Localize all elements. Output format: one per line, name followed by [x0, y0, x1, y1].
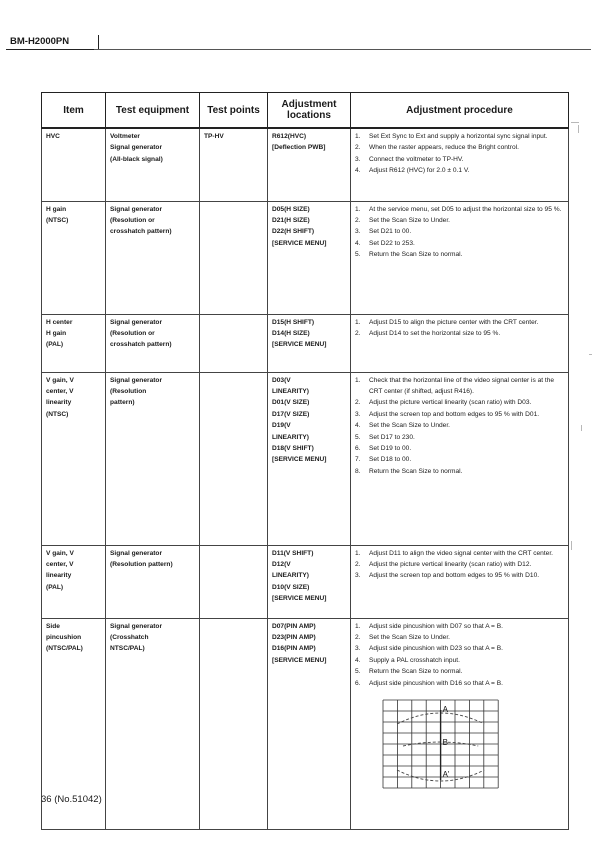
- cell-equipment: [106, 314, 200, 372]
- cell-equipment-line: Signal generator: [110, 549, 163, 557]
- cell-equipment-line: NTSC/PAL): [110, 645, 145, 653]
- step-text: Set D21 to 00.: [369, 228, 412, 236]
- table-row: [42, 372, 569, 545]
- step-text: Adjust side pincushion with D23 so that A = B.: [369, 645, 503, 653]
- cell-item-line: (PAL): [46, 341, 64, 349]
- cell-locations-line: [SERVICE MENU]: [272, 656, 327, 664]
- cell-locations-line: D23(PIN AMP): [272, 633, 316, 641]
- step-number: 1.: [355, 376, 361, 384]
- header-locations: Adjustment locations: [268, 93, 351, 129]
- step-text: Set the Scan Size to Under.: [369, 216, 451, 224]
- step-number: 3.: [355, 410, 361, 418]
- cell-procedure: [351, 314, 569, 372]
- step-text: Adjust the screen top and bottom edges to 95 % with D01.: [369, 410, 540, 418]
- procedure-step: [355, 548, 565, 559]
- cell-equipment-line: Signal generator: [110, 144, 163, 152]
- step-number: 3.: [355, 572, 361, 580]
- step-text: When the raster appears, reduce the Bright control.: [369, 144, 519, 152]
- step-number: 8.: [355, 467, 361, 475]
- step-text: Adjust the picture vertical linearity (scan ratio) with D12.: [369, 560, 532, 568]
- step-number: 1.: [355, 318, 361, 326]
- procedure-step: [355, 375, 565, 398]
- procedure-step: [355, 621, 565, 632]
- cell-item: [42, 201, 106, 314]
- step-text: Adjust D14 to set the horizontal size to 95 %.: [369, 329, 501, 337]
- cell-item: [42, 545, 106, 618]
- procedure-step: [355, 165, 565, 176]
- cell-equipment: [106, 372, 200, 545]
- cell-points: [200, 372, 268, 545]
- cell-procedure: [351, 372, 569, 545]
- cell-locations-line: LINEARITY): [272, 572, 309, 580]
- step-text: At the service menu, set D05 to adjust the horizontal size to 95 %.: [369, 205, 562, 213]
- cell-locations-line: [SERVICE MENU]: [272, 239, 327, 247]
- step-number: 3.: [355, 645, 361, 653]
- procedure-step: [355, 570, 565, 581]
- step-number: 3.: [355, 228, 361, 236]
- step-text: Set D18 to 00.: [369, 456, 412, 464]
- procedure-steps: [355, 131, 565, 177]
- step-number: 5.: [355, 251, 361, 259]
- cell-item: [42, 314, 106, 372]
- procedure-step: [355, 678, 565, 689]
- cell-equipment-line: (Resolution pattern): [110, 560, 173, 568]
- step-number: 4.: [355, 167, 361, 175]
- cell-locations-line: D07(PIN AMP): [272, 622, 316, 630]
- cell-item-line: H center: [46, 318, 73, 326]
- procedure-step: [355, 397, 565, 408]
- step-number: 3.: [355, 155, 361, 163]
- page-number: 36 (No.51042): [41, 794, 102, 805]
- table-row: [42, 618, 569, 829]
- cell-points: [200, 545, 268, 618]
- cell-locations: [268, 201, 351, 314]
- cell-item-line: HVC: [46, 133, 60, 140]
- diagram-label: B: [442, 737, 448, 747]
- cell-equipment-line: Signal generator: [110, 622, 163, 630]
- step-number: 1.: [355, 549, 361, 557]
- cell-item-line: (NTSC/PAL): [46, 645, 83, 653]
- cell-item-line: V gain, V: [46, 549, 74, 557]
- step-text: Check that the horizontal line of the video signal center is at the CRT center (if shifted, adjust R416).: [369, 376, 555, 395]
- procedure-steps: [355, 621, 565, 689]
- cell-procedure: [351, 128, 569, 201]
- cell-equipment-line: crosshatch pattern): [110, 228, 172, 236]
- cell-locations-line: D12(V: [272, 560, 291, 568]
- procedure-steps: [355, 375, 565, 478]
- step-number: 4.: [355, 656, 361, 664]
- cell-equipment-line: (Crosshatch: [110, 633, 149, 641]
- cell-locations: [268, 372, 351, 545]
- cell-item-line: (NTSC): [46, 216, 69, 224]
- step-number: 2.: [355, 144, 361, 152]
- cell-procedure: [351, 201, 569, 314]
- step-number: 7.: [355, 456, 361, 464]
- cell-locations-line: D19(V: [272, 422, 291, 430]
- step-number: 4.: [355, 422, 361, 430]
- cell-item-line: linearity: [46, 399, 72, 407]
- pincushion-diagram: [355, 689, 565, 807]
- cell-locations-line: [SERVICE MENU]: [272, 456, 327, 464]
- table-row: [42, 128, 569, 201]
- table-body: [42, 128, 569, 829]
- cell-item-line: pincushion: [46, 633, 82, 641]
- cell-locations-line: D15(H SHIFT): [272, 318, 315, 326]
- step-text: Set the Scan Size to Under.: [369, 633, 451, 641]
- step-text: Set Ext Sync to Ext and supply a horizontal sync signal input.: [369, 133, 548, 140]
- cell-locations-line: D03(V: [272, 376, 291, 384]
- cell-locations: [268, 314, 351, 372]
- procedure-step: [355, 632, 565, 643]
- table-row: [42, 201, 569, 314]
- procedure-step: [355, 215, 565, 226]
- step-text: Adjust D11 to align the video signal center with the CRT center.: [369, 549, 553, 557]
- step-text: Supply a PAL crosshatch input.: [369, 656, 460, 664]
- step-text: Connect the voltmeter to TP-HV.: [369, 155, 464, 163]
- step-text: Adjust side pincushion with D07 so that A = B.: [369, 622, 503, 630]
- step-text: Set D22 to 253.: [369, 239, 415, 247]
- step-text: Adjust the picture vertical linearity (scan ratio) with D03.: [369, 399, 532, 407]
- step-number: 5.: [355, 668, 361, 676]
- procedure-step: [355, 454, 565, 465]
- cell-procedure: [351, 545, 569, 618]
- cell-locations-line: [Deflection PWB]: [272, 144, 326, 152]
- scan-speck: [571, 541, 572, 550]
- cell-equipment-line: (Resolution or: [110, 329, 155, 337]
- cell-item-line: center, V: [46, 387, 74, 395]
- step-text: Adjust D15 to align the picture center with the CRT center.: [369, 318, 539, 326]
- procedure-step: [355, 432, 565, 443]
- step-text: Return the Scan Size to normal.: [369, 251, 463, 259]
- table-row: [42, 545, 569, 618]
- cell-locations-line: R612(HVC): [272, 133, 307, 140]
- procedure-step: [355, 466, 565, 477]
- cell-locations: [268, 545, 351, 618]
- crosshatch-grid: [380, 697, 510, 801]
- cell-equipment: [106, 128, 200, 201]
- cell-locations-line: [SERVICE MENU]: [272, 595, 327, 603]
- procedure-step: [355, 238, 565, 249]
- step-number: 2.: [355, 633, 361, 641]
- procedure-step: [355, 204, 565, 215]
- cell-item-line: center, V: [46, 560, 74, 568]
- model-tag: [6, 35, 99, 50]
- cell-equipment: [106, 201, 200, 314]
- procedure-step: [355, 249, 565, 260]
- cell-locations-line: D05(H SIZE): [272, 205, 310, 213]
- procedure-steps: [355, 548, 565, 582]
- table-header-row: [42, 93, 569, 129]
- diagram-label: A': [442, 769, 450, 779]
- header-procedure: Adjustment procedure: [351, 93, 569, 129]
- cell-locations-line: [SERVICE MENU]: [272, 341, 327, 349]
- cell-locations-line: LINEARITY): [272, 387, 309, 395]
- cell-equipment-line: Voltmeter: [110, 133, 140, 140]
- procedure-step: [355, 666, 565, 677]
- procedure-step: [355, 409, 565, 420]
- step-number: 2.: [355, 216, 361, 224]
- procedure-step: [355, 420, 565, 431]
- diagram-label: A: [442, 704, 448, 714]
- cell-equipment-line: (All-black signal): [110, 155, 163, 163]
- cell-item-line: (PAL): [46, 583, 64, 591]
- cell-item: [42, 128, 106, 201]
- header-points: Test points: [200, 93, 268, 129]
- procedure-step: [355, 317, 565, 328]
- procedure-step: [355, 142, 565, 153]
- cell-locations-line: D22(H SHIFT): [272, 228, 315, 236]
- cell-locations: [268, 128, 351, 201]
- header-equipment: Test equipment: [106, 93, 200, 129]
- procedure-step: [355, 443, 565, 454]
- step-text: Adjust R612 (HVC) for 2.0 ± 0.1 V.: [369, 167, 470, 175]
- procedure-step: [355, 154, 565, 165]
- scan-speck: [581, 425, 582, 431]
- procedure-steps: [355, 317, 565, 340]
- procedure-steps: [355, 204, 565, 261]
- procedure-step: [355, 226, 565, 237]
- cell-equipment-line: (Resolution: [110, 387, 147, 395]
- cell-equipment-line: pattern): [110, 399, 135, 407]
- cell-equipment-line: (Resolution or: [110, 216, 155, 224]
- cell-points: [200, 618, 268, 829]
- cell-locations-line: D21(H SIZE): [272, 216, 310, 224]
- cell-locations-line: D18(V SHIFT): [272, 444, 314, 452]
- step-number: 6.: [355, 444, 361, 452]
- step-number: 4.: [355, 239, 361, 247]
- procedure-step: [355, 559, 565, 570]
- procedure-step: [355, 131, 565, 142]
- step-text: Set the Scan Size to Under.: [369, 422, 451, 430]
- procedure-step: [355, 655, 565, 666]
- step-number: 2.: [355, 329, 361, 337]
- step-number: 2.: [355, 399, 361, 407]
- cell-locations-line: D16(PIN AMP): [272, 645, 316, 653]
- adjustment-table: [41, 92, 569, 830]
- cell-item-line: linearity: [46, 572, 72, 580]
- cell-equipment-line: Signal generator: [110, 376, 163, 384]
- step-number: 1.: [355, 622, 361, 630]
- cell-item-line: H gain: [46, 329, 67, 337]
- cell-item-line: V gain, V: [46, 376, 74, 384]
- step-text: Adjust side pincushion with D16 so that A = B.: [369, 679, 503, 687]
- page-footer: [41, 794, 102, 805]
- procedure-step: [355, 643, 565, 654]
- cell-item-line: (NTSC): [46, 410, 69, 418]
- cell-procedure: [351, 618, 569, 829]
- scan-speck: [571, 122, 579, 123]
- procedure-step: [355, 328, 565, 339]
- step-text: Set D17 to 230.: [369, 433, 415, 441]
- cell-locations-line: D11(V SHIFT): [272, 549, 314, 557]
- cell-points-line: TP-HV: [204, 133, 224, 140]
- cell-points: [200, 128, 268, 201]
- cell-equipment-line: Signal generator: [110, 205, 163, 213]
- cell-equipment: [106, 545, 200, 618]
- cell-locations-line: D17(V SIZE): [272, 410, 310, 418]
- cell-item: [42, 372, 106, 545]
- scan-speck: [578, 125, 579, 133]
- cell-item-line: H gain: [46, 205, 67, 213]
- cell-points: [200, 314, 268, 372]
- step-text: Return the Scan Size to normal.: [369, 467, 463, 475]
- cell-locations-line: D10(V SIZE): [272, 583, 310, 591]
- cell-locations: [268, 618, 351, 829]
- header-rule: [94, 49, 591, 50]
- step-number: 2.: [355, 560, 361, 568]
- cell-equipment-line: Signal generator: [110, 318, 163, 326]
- step-text: Return the Scan Size to normal.: [369, 668, 463, 676]
- cell-equipment-line: crosshatch pattern): [110, 341, 172, 349]
- step-number: 1.: [355, 205, 361, 213]
- cell-locations-line: D14(H SIZE): [272, 329, 310, 337]
- scan-speck: [589, 354, 592, 355]
- cell-locations-line: LINEARITY): [272, 433, 309, 441]
- step-number: 5.: [355, 433, 361, 441]
- cell-equipment: [106, 618, 200, 829]
- model-name: BM-H2000PN: [10, 36, 70, 47]
- step-text: Set D19 to 00.: [369, 444, 412, 452]
- step-number: 1.: [355, 133, 361, 140]
- cell-points: [200, 201, 268, 314]
- header-item: Item: [42, 93, 106, 129]
- table-row: [42, 314, 569, 372]
- step-text: Adjust the screen top and bottom edges to 95 % with D10.: [369, 572, 540, 580]
- step-number: 6.: [355, 679, 361, 687]
- cell-item-line: Side: [46, 622, 60, 630]
- cell-locations-line: D01(V SIZE): [272, 399, 310, 407]
